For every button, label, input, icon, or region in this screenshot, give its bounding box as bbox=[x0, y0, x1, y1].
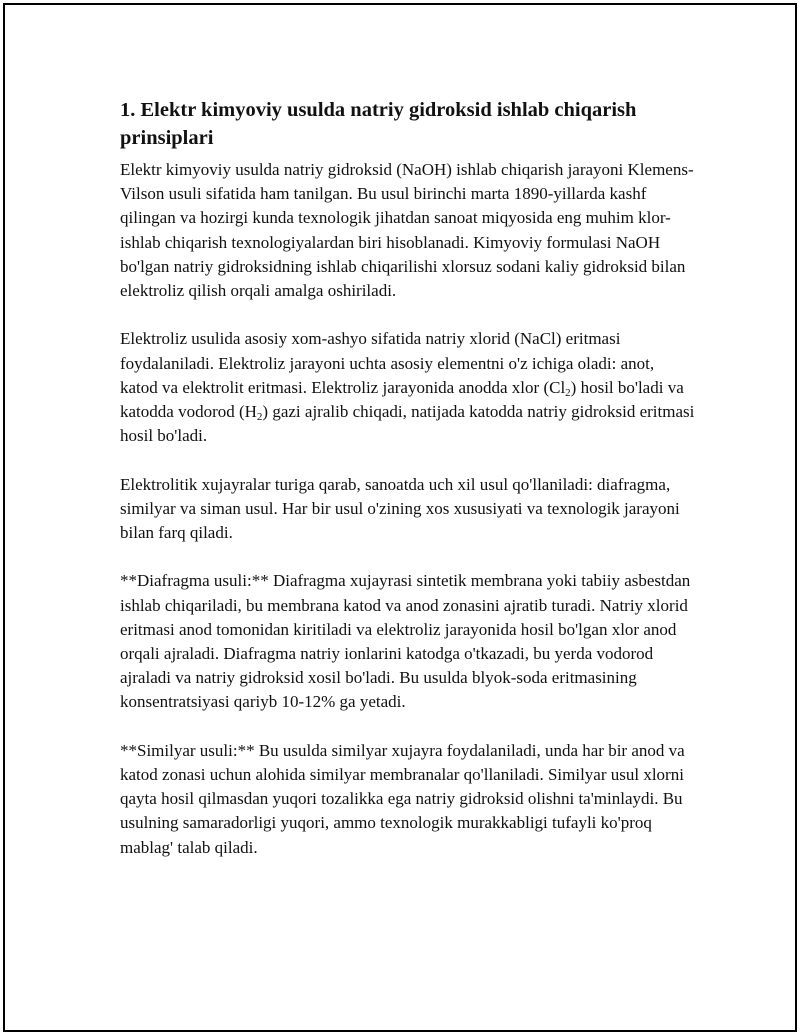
subscript: 2 bbox=[256, 411, 263, 424]
paragraph-similyar: **Similyar usuli:** Bu usulda similyar xujayra foydalaniladi, unda har bir anod va katod zonasi uchun alohida similyar membranalar qo'llaniladi. Similyar usul xlorni qayta hosil qilmasdan yuqori tozalikka ega natriy gidroksid olishni ta'minlaydi. Bu usulning samaradorligi yuqori, ammo texnologik murakkabligi tufayli ko'proq mablag' talab qiladi. bbox=[120, 740, 685, 857]
paragraph-text: ) gazi ajralib chiqadi, natijada katodda natriy gidroksid eritmasi hosil bo'ladi. bbox=[120, 402, 695, 446]
paragraph-methods: Elektrolitik xujayralar turiga qarab, sanoatda uch xil usul qo'llaniladi: diafragma, similyar va siman usul. Har bir usul o'zining xos xususiyati va texnologik jarayoni bilan farq qiladi. bbox=[120, 474, 680, 543]
document-body bbox=[120, 96, 695, 884]
paragraph-intro: Elektr kimyoviy usulda natriy gidroksid (NaOH) ishlab chiqarish jarayoni Klemens-Vilson usuli sifatida ham tanilgan. Bu usul birinchi marta 1890-yillarda kashf qilingan va hozirgi kunda texnologik jihatdan sanoat miqyosida eng muhim klor-ishlab chiqarish texnologiyalardan biri hisoblanadi. Kimyoviy formulasi NaOH bo'lgan natriy gidroksidning ishlab chiqarilishi xlorsuz sodani kaliy gidroksid bilan elektroliz qilish orqali amalga oshiriladi. bbox=[120, 160, 694, 301]
paragraph-electrolysis bbox=[120, 327, 695, 448]
subscript: 2 bbox=[565, 386, 571, 399]
paragraph-text: ) hosil bo'ladi va katodda vodorod (H bbox=[120, 377, 684, 422]
section-title: 1. Elektr kimyoviy usulda natriy gidroksid ishlab chiqarish prinsiplari bbox=[120, 99, 637, 149]
paragraph-diaphragm: **Diafragma usuli:** Diafragma xujayrasi sintetik membrana yoki tabiiy asbestdan ishlab chiqariladi, bu membrana katod va anod zonasini ajratib turadi. Natriy xlorid eritmasi anod tomonidan kiritiladi va elektroliz jarayonida hosil bo'lgan xlor anod orqali ajraladi. Diafragma natriy ionlarini katodga o'tkazadi, bu yerda vodorod ajraladi va natriy gidroksid xosil bo'ladi. Bu usulda blyok-soda eritmasining konsentratsiyasi qariyb 10-12% ga yetadi. bbox=[120, 571, 691, 712]
paragraph-text: Elektroliz usulida asosiy xom-ashyo sifatida natriy xlorid (NaCl) eritmasi foydalaniladi. Elektroliz jarayoni uchta asosiy elementni o'z ichiga oladi: anot, katod va elektrolit eritmasi. Elektroliz jarayonida anodda xlor (Cl bbox=[120, 329, 655, 397]
document-page bbox=[3, 3, 797, 1032]
